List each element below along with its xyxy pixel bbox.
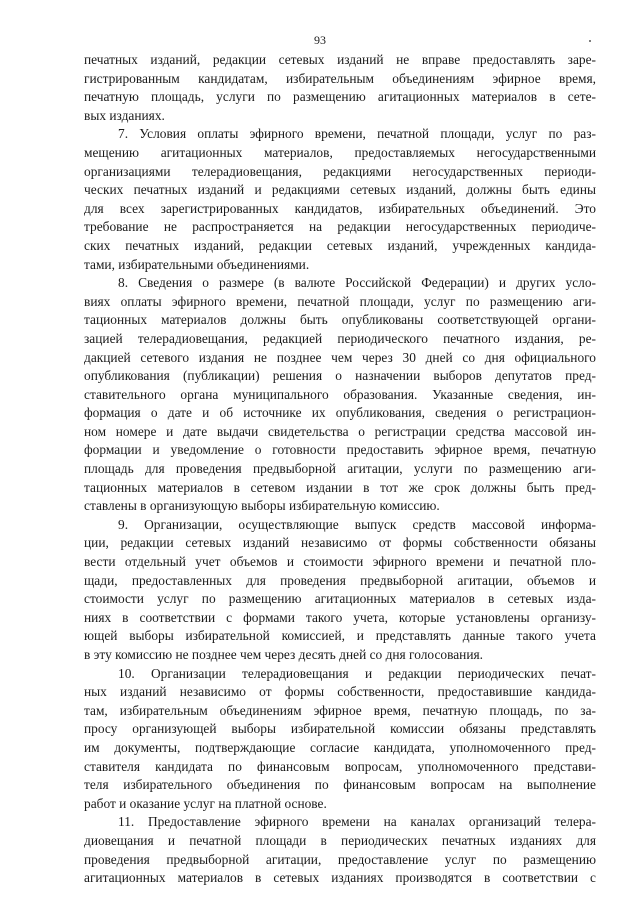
text-line: вести отдельный учет объемов и стоимости эфирного времени и печатной пло-: [84, 554, 596, 570]
text-line: ставителя кандидата по финансовым вопросам, уполномоченного представи-: [84, 758, 596, 774]
text-line: требование не распространяется на редакции негосударственных периодиче-: [84, 219, 596, 235]
text-line: теля избирательного объединения по финансовым вопросам на выполнение: [84, 777, 596, 793]
text-line: тационных материалов в сетевом издании в тот же срок должны быть пред-: [84, 479, 596, 495]
text-line: площадь для проведения предвыборной агитации, услуги по размещению аги-: [84, 461, 596, 477]
scan-speck: [589, 40, 591, 42]
text-line: тами, избирательными объединениями.: [84, 256, 310, 272]
text-line: формация о дате и об источнике их опубликования, сведения о регистрацион-: [84, 405, 596, 421]
text-line: дакцией сетевого издания не позднее чем через 30 дней со дня официального: [84, 349, 596, 365]
body-text: [84, 51, 596, 888]
text-line: ских печатных изданий, редакции сетевых изданий, учрежденных кандида-: [84, 237, 596, 253]
text-line: там, избирательным объединениям эфирное время, печатную площадь, по за-: [84, 702, 596, 718]
paragraph-first-line: 10. Организации телерадиовещания и редакции периодических печат-: [118, 665, 596, 681]
text-line: стоимости услуг по размещению агитационных материалов в сетевых изда-: [84, 591, 596, 607]
text-line: зацией телерадиовещания, редакцией периодического печатного издания, ре-: [84, 330, 596, 346]
text-line: им документы, подтверждающие согласие кандидата, уполномоченного пред-: [84, 739, 596, 755]
text-line: диовещания и печатной площади в периодических печатных изданиях для: [84, 832, 596, 848]
text-line: печатную площадь, услуги по размещению агитационных материалов в сете-: [84, 89, 596, 105]
text-line: печатных изданий, редакции сетевых изданий не вправе предоставлять заре-: [84, 52, 596, 67]
text-line: гистрированным кандидатам, избирательным объединениям эфирное время,: [84, 70, 596, 86]
text-line: вых изданиях.: [84, 107, 165, 123]
text-line: ставлены в организующую выборы избирательную комиссию.: [84, 498, 440, 514]
text-line: мещению агитационных материалов, предоставляемых негосударственными: [84, 144, 596, 160]
text-line: опубликования (публикации) решения о назначении выборов депутатов пред-: [84, 368, 596, 384]
text-line: проведения предвыборной агитации, предоставление услуг по размещению: [84, 851, 596, 867]
text-line: ставительного органа муниципального образования. Указанные сведения, ин-: [84, 386, 596, 402]
text-line: работ и оказание услуг на платной основе.: [84, 795, 327, 811]
text-line: просу организующей выборы избирательной комиссии обязаны представлять: [84, 721, 596, 737]
text-line: для всех зарегистрированных кандидатов, избирательных объединений. Это: [84, 200, 596, 216]
text-line: ниях в соответствии с формами такого учета, которые установлены организу-: [84, 609, 596, 625]
text-line: тационных материалов должны быть опубликованы соответствующей органи-: [84, 312, 596, 328]
paragraph-first-line: 7. Условия оплаты эфирного времени, печатной площади, услуг по раз-: [118, 126, 596, 142]
paragraph-first-line: 11. Предоставление эфирного времени на каналах организаций телера-: [118, 814, 596, 830]
text-line: виях оплаты эфирного времени, печатной площади, услуг по размещению аги-: [84, 293, 596, 309]
text-line: формации и уведомление о готовности предоставить эфирное время, печатную: [84, 442, 596, 458]
paragraph-first-line: 8. Сведения о размере (в валюте Российской Федерации) и других усло-: [118, 275, 596, 291]
text-line: организациями телерадиовещания, редакциями негосударственных периоди-: [84, 163, 596, 179]
text-line: ных изданий независимо от формы собственности, предоставившие кандида-: [84, 684, 596, 700]
text-line: агитационных материалов в сетевых изданиях производятся в соответствии с: [84, 870, 596, 886]
text-line: ном номере и дате выдачи свидетельства о регистрации средства массовой ин-: [84, 423, 596, 439]
text-line: ческих печатных изданий и редакциями сетевых изданий, должны быть едины: [84, 182, 596, 198]
text-line: щади, предоставленных для проведения предвыборной агитации, объемов и: [84, 572, 596, 588]
paragraph-first-line: 9. Организации, осуществляющие выпуск средств массовой информа-: [118, 516, 596, 532]
text-line: ющей выборы избирательной комиссией, и представлять данные такого учета: [84, 628, 596, 644]
page-number: 93: [314, 33, 326, 47]
text-line: в эту комиссию не позднее чем через десять дней со дня голосования.: [84, 647, 484, 662]
text-line: ции, редакции сетевых изданий независимо от формы собственности обязаны: [84, 535, 596, 551]
